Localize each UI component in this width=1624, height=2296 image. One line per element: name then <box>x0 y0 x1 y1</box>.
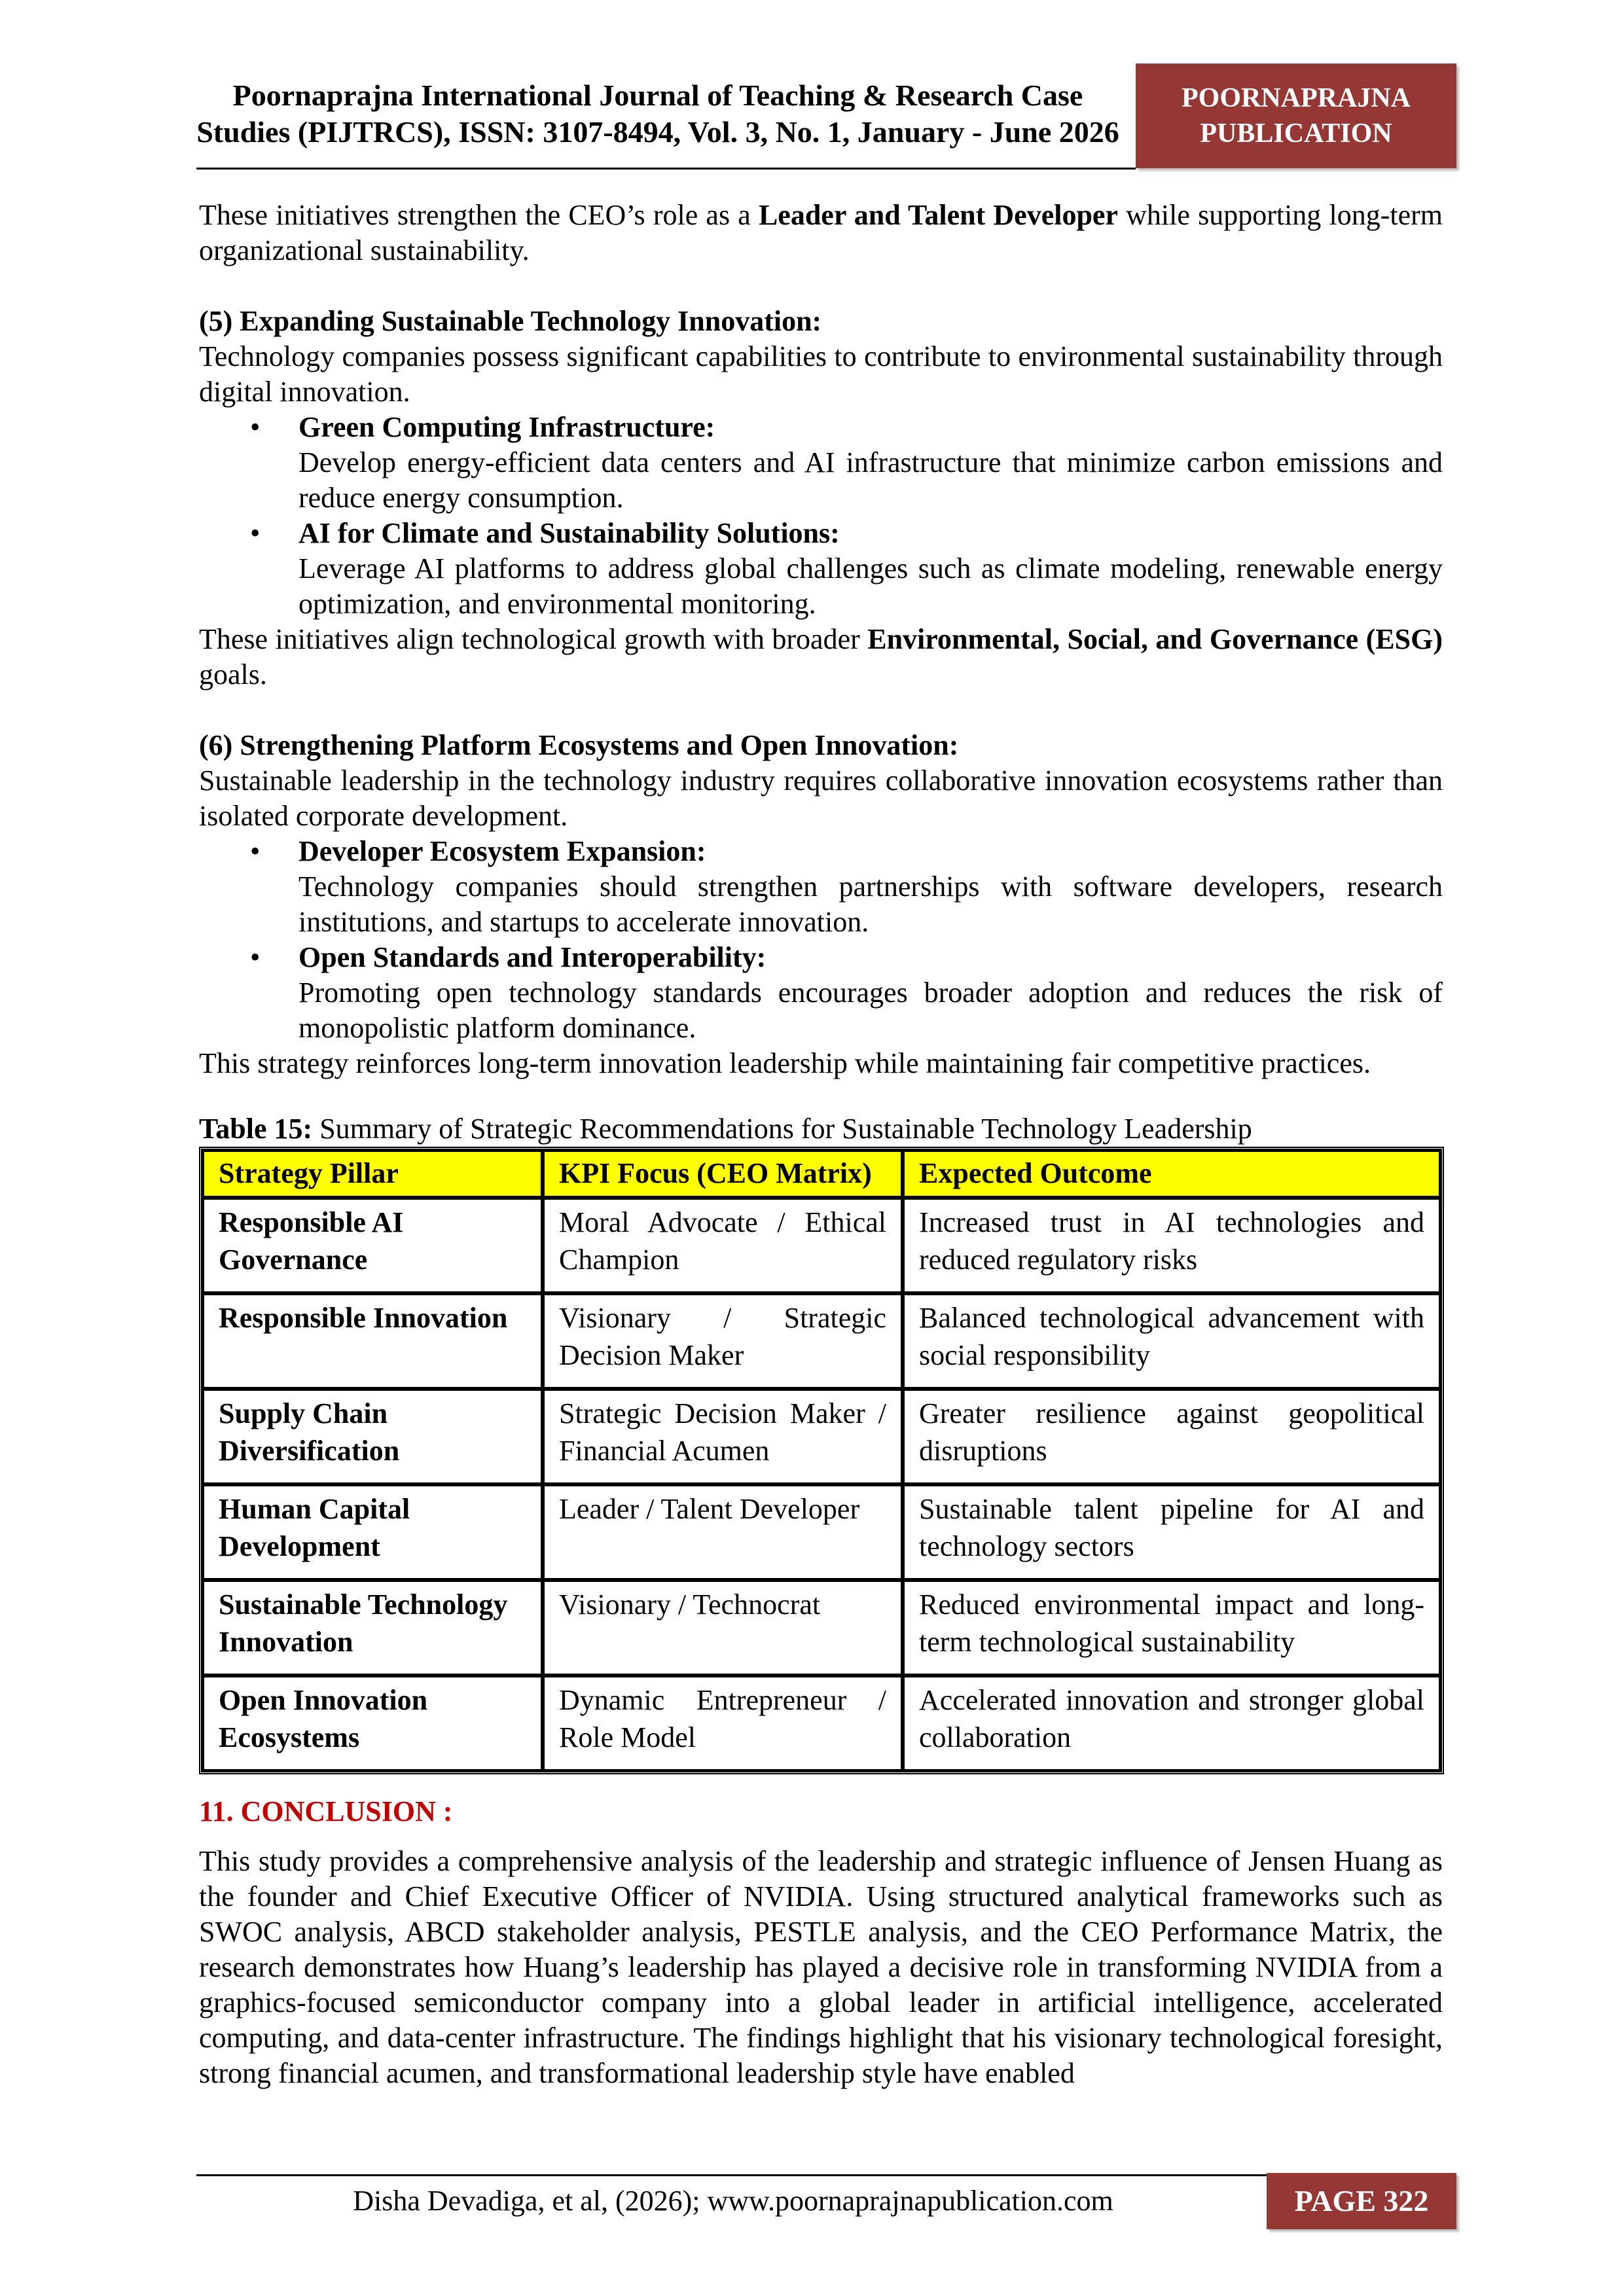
journal-title-line2: Studies (PIJTRCS), ISSN: 3107-8494, Vol. 3, No. 1, January - June 2026 <box>196 115 1119 149</box>
section5-closing-bold: Environmental, Social, and Governance (ESG) <box>867 623 1443 655</box>
bullet-icon: • <box>250 411 261 443</box>
publisher-badge-line2: PUBLICATION <box>1200 118 1392 149</box>
intro-bold: Leader and Talent Developer <box>758 199 1118 231</box>
strategy-pillar-cell: Open Innovation Ecosystems <box>202 1676 543 1771</box>
table-header-cell: KPI Focus (CEO Matrix) <box>543 1150 903 1198</box>
kpi-focus-cell: Strategic Decision Maker / Financial Acumen <box>543 1389 903 1484</box>
section5-closing-end: goals. <box>199 658 267 691</box>
page-number-badge: PAGE 322 <box>1267 2173 1456 2229</box>
section6-bullet <box>199 940 1443 1046</box>
expected-outcome-cell: Sustainable talent pipeline for AI and technology sectors <box>903 1484 1441 1580</box>
journal-title-line1: Poornaprajna International Journal of Teaching & Research Case <box>232 79 1083 112</box>
bullet-title: Green Computing Infrastructure: <box>298 411 715 443</box>
section6-heading: (6) Strengthening Platform Ecosystems and Open Innovation: <box>199 729 959 761</box>
expected-outcome-cell: Accelerated innovation and stronger global collaboration <box>903 1676 1441 1771</box>
table-caption-label: Table 15: <box>199 1113 313 1145</box>
bullet-icon: • <box>250 941 261 973</box>
bullet-icon: • <box>250 835 261 867</box>
conclusion-paragraph: This study provides a comprehensive analysis of the leadership and strategic influence of Jensen Huang as the founder and Chief Executive Officer of NVIDIA. Using structured analytical frameworks such as SWOC analysis, ABCD stakeholder analysis, PESTLE analysis, and the CEO Performance Matrix, the research demonstrates how Huang’s leadership has played a decisive role in transforming NVIDIA from a graphics-focused semiconductor company into a global leader in artificial intelligence, accelerated computing, and data-center infrastructure. The findings highlight that his visionary technological foresight, strong financial acumen, and transformational leadership style have enabled <box>199 1845 1443 2089</box>
section6-closing: This strategy reinforces long-term innovation leadership while maintaining fair competitive practices. <box>199 1047 1371 1079</box>
bullet-text: Leverage AI platforms to address global challenges such as climate modeling, renewable energy optimization, and environmental monitoring. <box>298 552 1443 620</box>
section5-bullet <box>199 410 1443 516</box>
table-header-row <box>202 1150 1441 1198</box>
kpi-focus-cell: Moral Advocate / Ethical Champion <box>543 1198 903 1293</box>
table-row <box>202 1676 1441 1771</box>
table-caption-text: Summary of Strategic Recommendations for Sustainable Technology Leadership <box>312 1113 1252 1145</box>
expected-outcome-cell: Increased trust in AI technologies and reduced regulatory risks <box>903 1198 1441 1293</box>
expected-outcome-cell: Reduced environmental impact and long-term technological sustainability <box>903 1580 1441 1676</box>
section5-intro: Technology companies possess significant capabilities to contribute to environmental sustainability through digital innovation. <box>199 340 1443 408</box>
bullet-text: Technology companies should strengthen partnerships with software developers, research institutions, and startups to accelerate innovation. <box>298 870 1443 938</box>
table-row <box>202 1198 1441 1293</box>
bullet-title: AI for Climate and Sustainability Solutions: <box>298 517 840 549</box>
strategy-pillar-cell: Responsible Innovation <box>202 1293 543 1389</box>
kpi-focus-cell: Visionary / Technocrat <box>543 1580 903 1676</box>
kpi-focus-cell: Visionary / Strategic Decision Maker <box>543 1293 903 1389</box>
strategy-pillar-cell: Supply Chain Diversification <box>202 1389 543 1484</box>
header-divider <box>196 168 1136 170</box>
expected-outcome-cell: Balanced technological advancement with social responsibility <box>903 1293 1441 1389</box>
bullet-title: Developer Ecosystem Expansion: <box>298 835 706 867</box>
strategy-pillar-cell: Human Capital Development <box>202 1484 543 1580</box>
table-caption <box>199 1111 1443 1147</box>
journal-title <box>180 77 1136 151</box>
section5-heading: (5) Expanding Sustainable Technology Innovation: <box>199 305 822 337</box>
expected-outcome-cell: Greater resilience against geopolitical disruptions <box>903 1389 1441 1484</box>
table-header-cell: Strategy Pillar <box>202 1150 543 1198</box>
bullet-title: Open Standards and Interoperability: <box>298 941 767 973</box>
section6-intro: Sustainable leadership in the technology industry requires collaborative innovation ecosystems rather than isolated corporate development. <box>199 764 1443 832</box>
table-row <box>202 1580 1441 1676</box>
publisher-badge-line1: POORNAPRAJNA <box>1182 83 1411 113</box>
table-row <box>202 1293 1441 1389</box>
kpi-focus-cell: Dynamic Entrepreneur / Role Model <box>543 1676 903 1771</box>
bullet-icon: • <box>250 517 261 549</box>
table-row <box>202 1389 1441 1484</box>
bullet-text: Develop energy-efficient data centers and AI infrastructure that minimize carbon emissions and reduce energy consumption. <box>298 446 1443 514</box>
strategy-pillar-cell: Responsible AI Governance <box>202 1198 543 1293</box>
table-header-cell: Expected Outcome <box>903 1150 1441 1198</box>
table-row <box>202 1484 1441 1580</box>
section5-closing-text: These initiatives align technological growth with broader <box>199 623 868 655</box>
page-content <box>199 198 1443 2091</box>
bullet-text: Promoting open technology standards encourages broader adoption and reduces the risk of monopolistic platform dominance. <box>298 977 1443 1044</box>
kpi-focus-cell: Leader / Talent Developer <box>543 1484 903 1580</box>
section5-bullet <box>199 516 1443 622</box>
strategy-pillar-cell: Sustainable Technology Innovation <box>202 1580 543 1676</box>
section6-bullet <box>199 834 1443 940</box>
intro-text-end: while supporting long-term organizational sustainability. <box>199 199 1443 266</box>
section5-closing <box>199 622 1443 692</box>
intro-paragraph <box>199 198 1443 268</box>
footer-citation: Disha Devadiga, et al, (2026); www.poornaprajnapublication.com <box>353 2185 1113 2217</box>
recommendations-table <box>199 1147 1444 1774</box>
publisher-badge <box>1136 63 1456 168</box>
footer-divider <box>196 2174 1270 2176</box>
intro-text: These initiatives strengthen the CEO’s role as a <box>199 199 759 231</box>
conclusion-heading: 11. CONCLUSION : <box>199 1795 453 1827</box>
